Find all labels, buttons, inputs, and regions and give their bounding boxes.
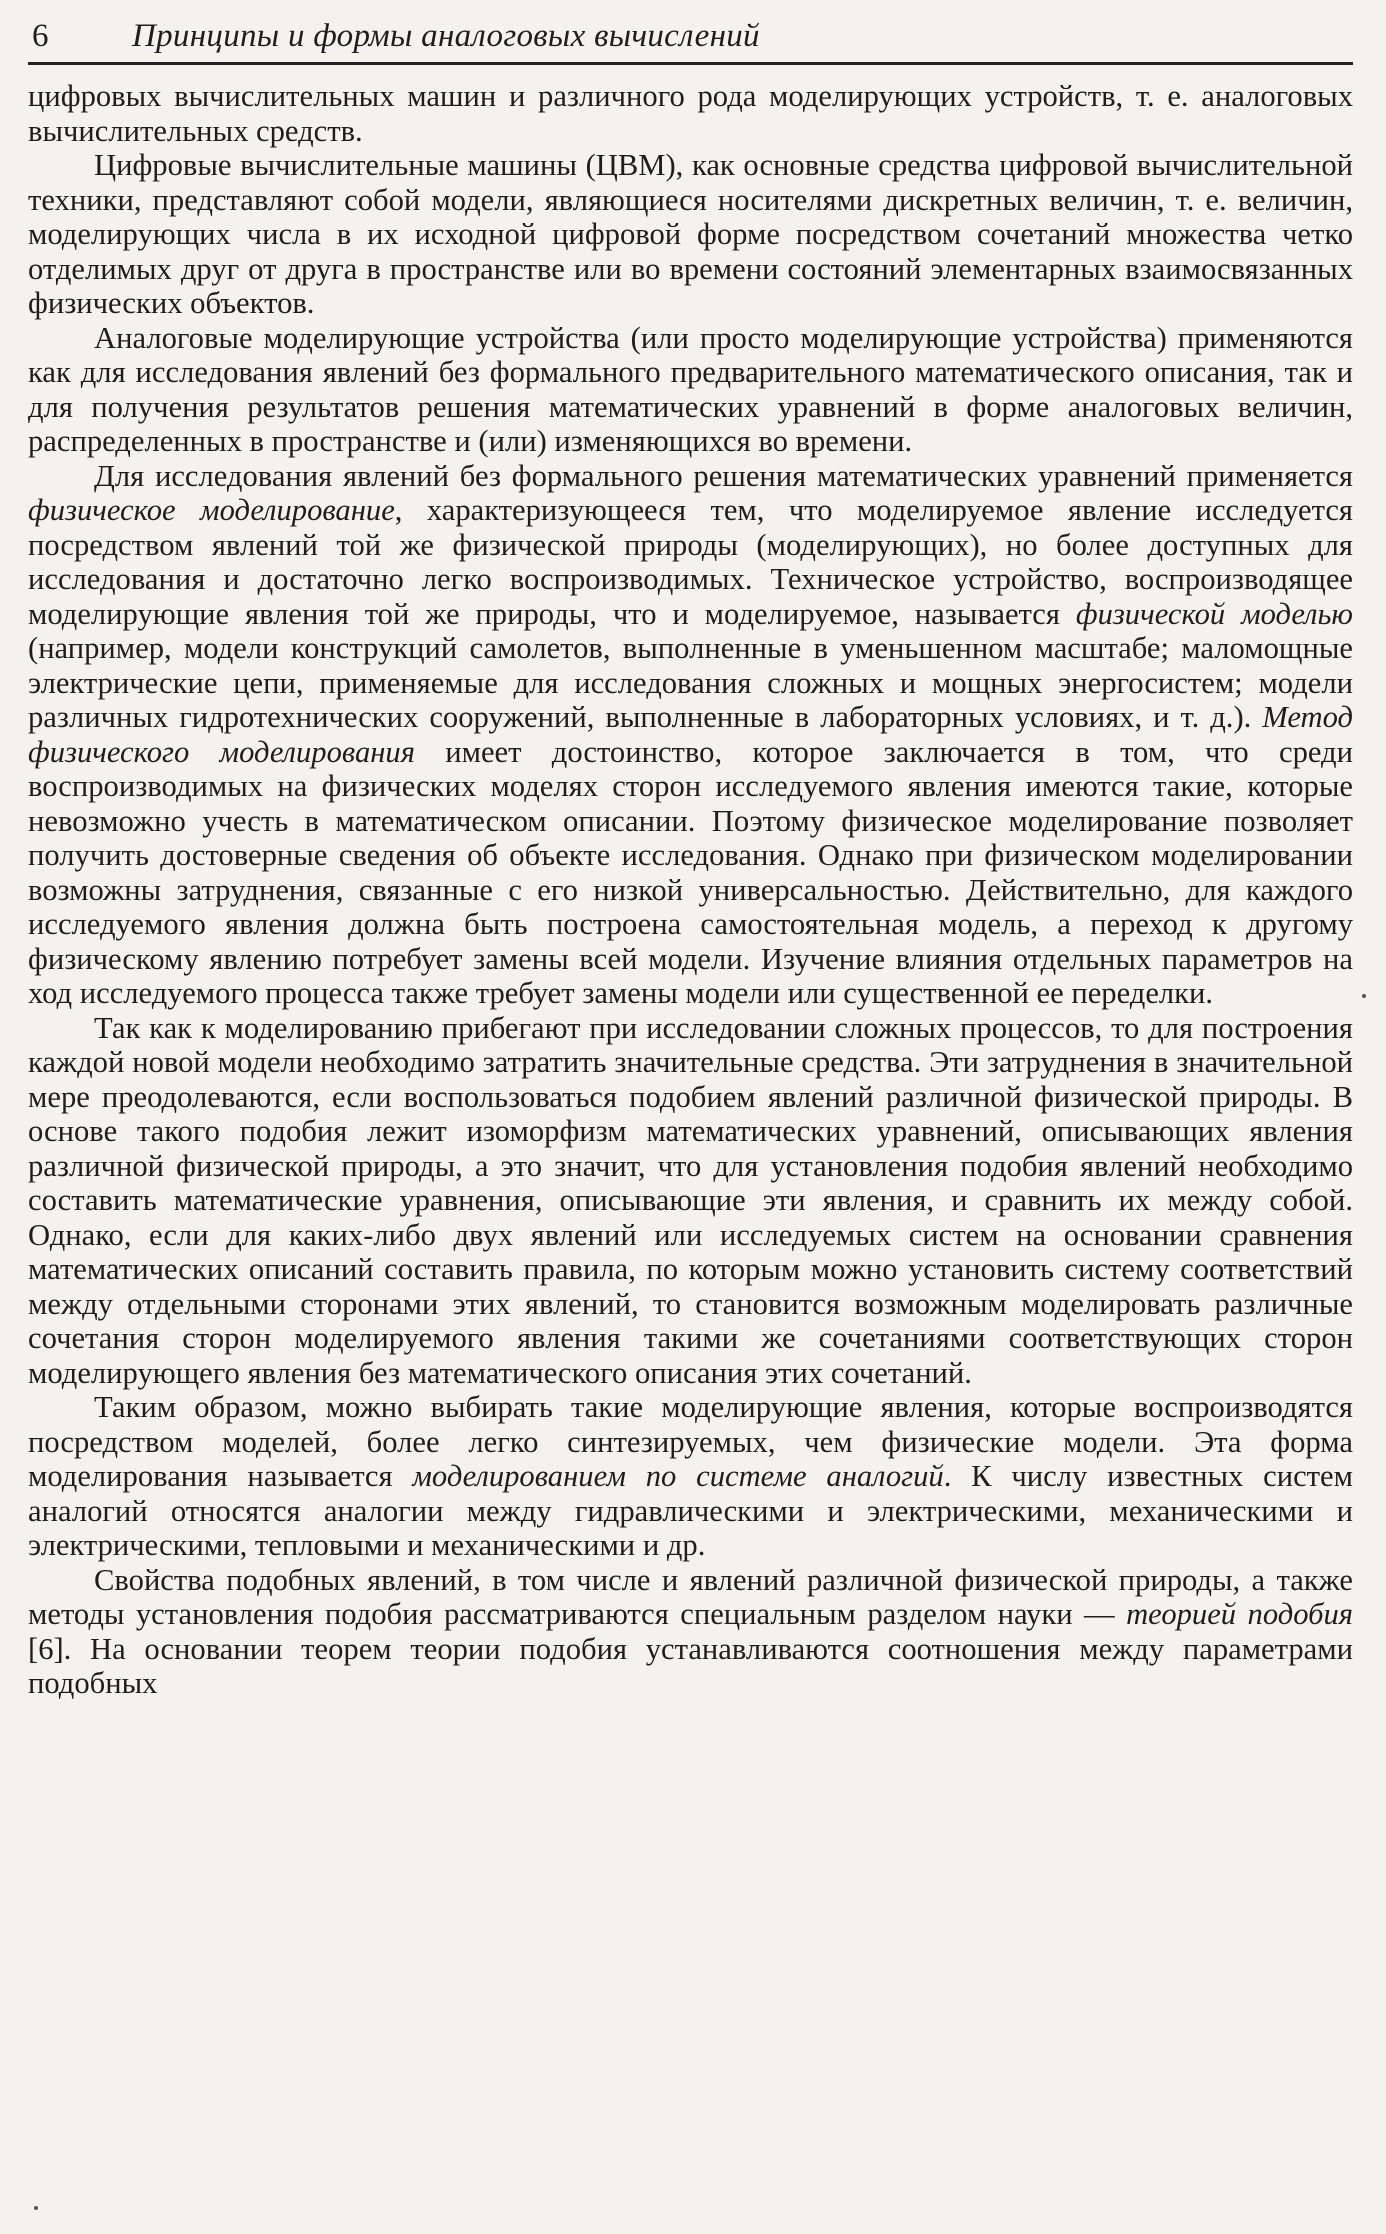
term-physical-modeling: физическое моделирование: [28, 493, 395, 527]
book-page: [28, 18, 1353, 1701]
term-physical-model: физической моделью: [1075, 596, 1353, 631]
paragraph-similarity-theory: Свойства подобных явлений, в том числе и явлений различной физической природы, а также методы установления подобия рассматриваются специальным разделом науки — теорией подобия [6]. На основании теорем теории подобия устанавливаются соотношения между параметрами подобных: [28, 1562, 1353, 1700]
paragraph-similarity: Так как к моделированию прибегают при исследовании сложных процессов, то для построения каждой новой модели необходимо затратить значительные средства. Эти затруднения в значительной мере преодолеваются, если воспользоваться подобием явлений различной физической природы. В основе такого подобия лежит изоморфизм математических уравнений, описывающих явления различной физической природы, а это значит, что для установления подобия явлений необходимо составить математические уравнения, описывающие эти явления, и сравнить их между собой. Однако, если для каких-либо двух явлений или исследуемых систем на основании сравнения математических описаний составить правила, по которым можно установить систему соответствий между отдельными сторонами этих явлений, то становится возможным моделировать различные сочетания сторон моделируемого явления такими же сочетаниями соответствующих сторон моделирующего явления без математического описания этих сочетаний.: [28, 1010, 1353, 1390]
term-physical-modeling-method: Метод физического моделирования: [28, 700, 1353, 769]
scan-speck: [34, 2206, 38, 2210]
paragraph-digital-machines: Цифровые вычислительные машины (ЦВМ), как основные средства цифровой вычислительной техники, представляют собой модели, являющиеся носителями дискретных величин, т. е. величин, моделирующих числа в их исходной цифровой форме посредством сочетаний множества четко отделимых друг от друга в пространстве или во времени состояний элементарных взаимосвязанных физических объектов.: [28, 148, 1353, 320]
running-head: [28, 18, 1353, 65]
paragraph-analog-devices: Аналоговые моделирующие устройства (или просто моделирующие устройства) применяются как для исследования явлений без формального предварительного математического описания, так и для получения результатов решения математических уравнений в форме аналоговых величин, распределенных в пространстве и (или) изменяющихся во времени.: [28, 320, 1353, 458]
paragraph-physical-modeling: Для исследования явлений без формального решения математических уравнений применяется физическое моделирование, характеризующееся тем, что моделируемое явление исследуется посредством явлений той же физической природы (моделирующих), но более доступных для исследования и достаточно легко воспроизводимых. Техническое устройство, воспроизводящее моделирующие явления той же природы, что и моделируемое, называется физической моделью (например, модели конструкций самолетов, выполненные в уменьшенном масштабе; маломощные электрические цепи, применяемые для исследования сложных и мощных энергосистем; модели различных гидротехнических сооружений, выполненные в лабораторных условиях, и т. д.). Метод физического моделирования имеет достоинство, которое заключается в том, что среди воспроизводимых на физических моделях сторон исследуемого явления имеются такие, которые невозможно учесть в математическом описании. Поэтому физическое моделирование позволяет получить достоверные сведения об объекте исследования. Однако при физическом моделировании возможны затруднения, связанные с его низкой универсальностью. Действительно, для каждого исследуемого явления должна быть построена самостоятельная модель, а переход к другому физическому явлению потребует замены всей модели. Изучение влияния отдельных параметров на ход исследуемого процесса также требует замены модели или существенной ее переделки.: [28, 458, 1353, 1010]
paragraph-continuation: цифровых вычислительных машин и различного рода моделирующих устройств, т. е. аналоговых вычислительных средств.: [28, 79, 1353, 148]
term-similarity-theory: теорией подобия: [1126, 1597, 1353, 1631]
running-title: Принципы и формы аналоговых вычислений: [132, 18, 760, 54]
paragraph-analogy-modeling: Таким образом, можно выбирать такие моделирующие явления, которые воспроизводятся посредством моделей, более легко синтезируемых, чем физические модели. Эта форма моделирования называется моделированием по системе аналогий. К числу известных систем аналогий относятся аналогии между гидравлическими и электрическими, механическими и электрическими, тепловыми и механическими и др.: [28, 1390, 1353, 1562]
scan-speck: [1362, 994, 1366, 998]
body-text: [28, 79, 1353, 1701]
term-analogy-modeling: моделированием по системе аналогий: [412, 1459, 944, 1493]
page-number: 6: [32, 18, 49, 54]
